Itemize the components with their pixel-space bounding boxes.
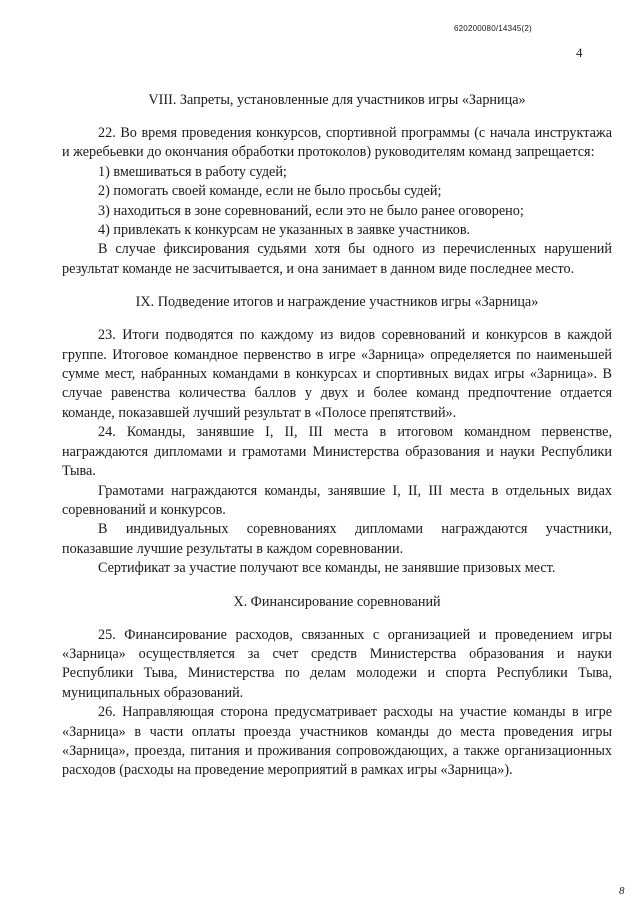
paragraph-individual: В индивидуальных соревнованиях дипломами награждаются участники, показавшие лучшие результаты в каждом соревновании. xyxy=(62,521,612,557)
paragraph-violation-note: В случае фиксирования судьями хотя бы одного из перечисленных нарушений результат команде не засчитывается, и она занимает в данном виде последнее место. xyxy=(62,241,612,277)
section-title-x: X. Финансирование соревнований xyxy=(233,593,441,610)
paragraph-26: 26. Направляющая сторона предусматривает расходы на участие команды в игре «Зарница» в части оплаты проезда участников команды до места проведения игры «Зарница», проезда, питания и проживания сопровождающих, а также организационных расходов (расходы на проведение мероприятий в рамках игры «Зарница»). xyxy=(62,704,612,779)
handwritten-page-mark: 8 xyxy=(619,885,625,897)
list-item: 4) привлекать к конкурсам не указанных в заявке участников. xyxy=(98,222,471,239)
document-body xyxy=(62,91,612,781)
list-item: 3) находиться в зоне соревнований, если это не было ранее оговорено; xyxy=(98,202,524,219)
page-number: 4 xyxy=(576,45,583,60)
list-item: 1) вмешиваться в работу судей; xyxy=(98,163,287,180)
section-title-ix: IX. Подведение итогов и награждение участников игры «Зарница» xyxy=(135,294,539,311)
document-id: 620200080/14345(2) xyxy=(454,24,532,33)
paragraph-participation: Сертификат за участие получают все команды, не занявшие призовых мест. xyxy=(98,560,556,577)
paragraph-23: 23. Итоги подводятся по каждому из видов соревнований и конкурсов в каждой группе. Итоговое командное первенство в игре «Зарница» определяется по наименьшей сумме мест, набранных командами в конкурсах и спортивных видах игры «Зарница». В случае равенства количества баллов у двух и более команд предпочтение отдается команде, показавшей лучший результат в «Полосе препятствий». xyxy=(62,327,612,421)
paragraph-22: 22. Во время проведения конкурсов, спортивной программы (с начала инструктажа и жеребьевки до окончания обработки протоколов) руководителям команд запрещается: xyxy=(62,125,612,161)
list-item: 2) помогать своей команде, если не было просьбы судей; xyxy=(98,183,442,200)
section-title-viii: VIII. Запреты, установленные для участников игры «Зарница» xyxy=(148,92,526,108)
paragraph-certificates: Грамотами награждаются команды, занявшие I, II, III места в отдельных видах соревнований и конкурсов. xyxy=(62,482,612,518)
paragraph-24: 24. Команды, занявшие I, II, III места в итоговом командном первенстве, награждаются дипломами и грамотами Министерства образования и науки Республики Тыва. xyxy=(62,424,612,480)
paragraph-25: 25. Финансирование расходов, связанных с организацией и проведением игры «Зарница» осуществляется за счет средств Министерства образования и науки Республики Тыва, Министерства по делам молодежи и спорта Республики Тыва, муниципальных образований. xyxy=(62,626,612,701)
